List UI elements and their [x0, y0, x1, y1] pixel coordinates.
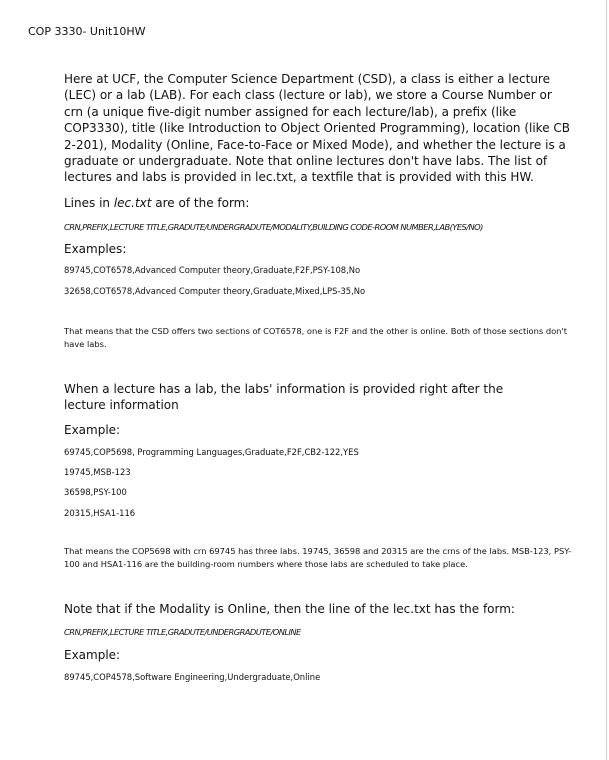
lab-example-line-2: 19745,MSB-123 [64, 467, 131, 477]
lines-in-text [64, 196, 249, 210]
lines-in-filename: lec.txt [113, 196, 152, 210]
note-paragraph-2: That means the COP5698 with crn 69745 has three labs. 19745, 36598 and 20315 are the crns of the labs. MSB-123, PSY-100 and HSA1-116 are the building-room numbers where those labs are scheduled to take place. [64, 546, 572, 569]
lab-intro-paragraph: When a lecture has a lab, the labs' information is provided right after the lecture information [64, 382, 504, 412]
examples-label: Examples: [64, 242, 127, 256]
format-line-1: CRN,PREFIX,LECTURE TITLE,GRADUTE/UNDERGRADUTE/MODALITY,BUILDING CODE-ROOM NUMBER,LAB(YES/NO) [64, 222, 483, 232]
lab-example-line-3: 36598,PSY-100 [64, 487, 127, 497]
lab-example-line-1: 69745,COP5698, Programming Languages,Graduate,F2F,CB2-122,YES [64, 447, 359, 457]
online-intro: Note that if the Modality is Online, then the line of the lec.txt has the form: [64, 602, 515, 616]
lines-in-prefix: Lines in [64, 196, 114, 210]
intro-paragraph: Here at UCF, the Computer Science Department (CSD), a class is either a lecture (LEC) or a lab (LAB). For each class (lecture or lab), we store a Course Number or crn (a unique five-digit number assigned for each lecture/lab), a prefix (like COP3330), title (like Introduction to Object Oriented Programming), location (like CB 2-201), Modality (Online, Face-to-Face or Mixed Mode), and whether the lecture is a graduate or undergraduate. Note that online lectures don't have labs. The list of lectures and labs is provided in lec.txt, a textfile that is provided with this HW. [64, 72, 571, 185]
example-line-2: 32658,COT6578,Advanced Computer theory,Graduate,Mixed,LPS-35,No [64, 286, 366, 296]
lines-in-suffix: are of the form: [151, 196, 250, 210]
lab-example-line-4: 20315,HSA1-116 [64, 508, 136, 518]
online-example-line: 89745,COP4578,Software Engineering,Undergraduate,Online [64, 672, 321, 682]
example-line-1: 89745,COT6578,Advanced Computer theory,Graduate,F2F,PSY-108,No [64, 265, 361, 275]
note-paragraph-1: That means that the CSD offers two sections of COT6578, one is F2F and the other is online. Both of those sections don't have labs. [64, 326, 567, 349]
document-body [64, 71, 574, 682]
example-label-2: Example: [64, 648, 121, 662]
example-label: Example: [64, 423, 121, 437]
page-border [606, 0, 607, 760]
page-header: COP 3330- Unit10HW [28, 25, 146, 38]
format-line-2: CRN,PREFIX,LECTURE TITLE,GRADUTE/UNDERGRADUTE/ONLINE [64, 627, 301, 637]
